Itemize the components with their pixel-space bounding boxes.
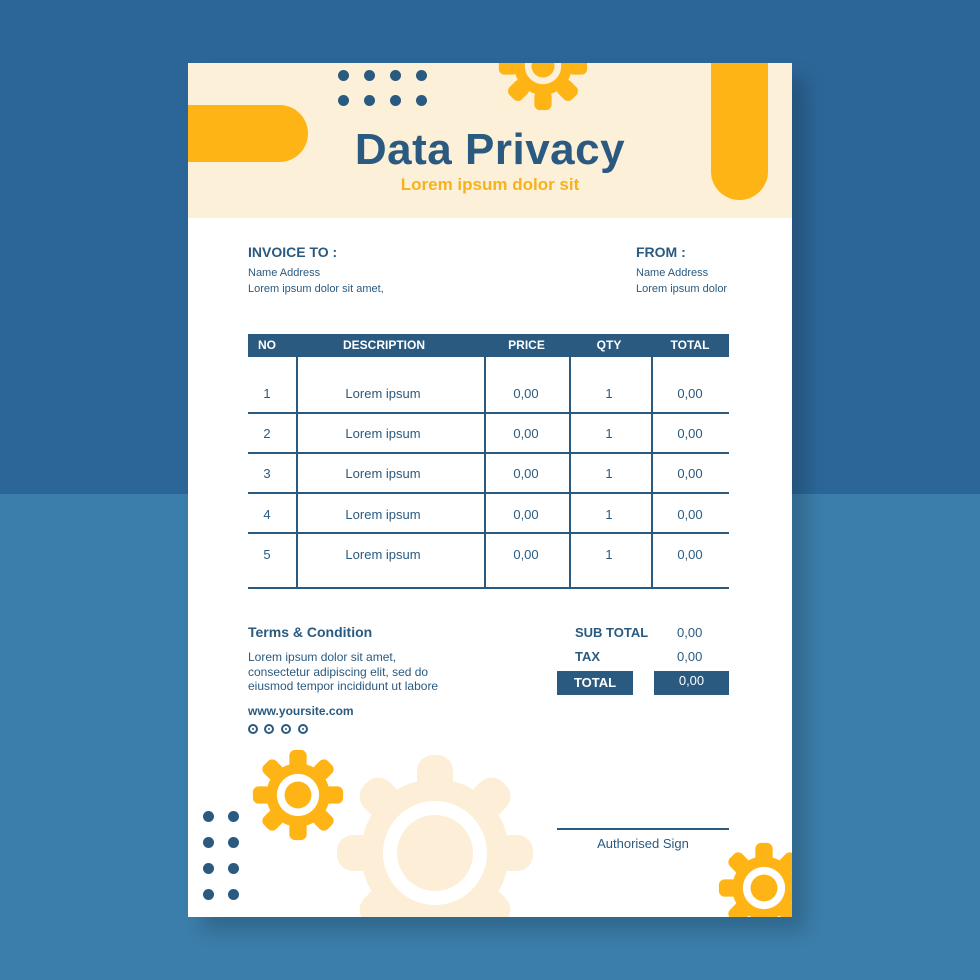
page-title: Data Privacy [354,125,626,174]
invoice-to-line1: Name Address [248,267,321,279]
social-icon[interactable] [248,724,258,734]
subtotal-value: 0,00 [677,625,703,640]
page-subtitle: Lorem ipsum dolor sit [400,175,580,194]
decorative-dot [338,70,349,81]
row-qty: 1 [605,547,613,562]
from-label: FROM : [636,244,686,260]
decorative-dot [228,863,239,874]
table-divider [248,587,729,589]
signature-line [557,828,729,830]
from-line2: Lorem ipsum dolor [636,283,728,295]
decorative-dot [390,70,401,81]
row-qty: 1 [605,426,613,441]
decorative-dot [416,70,427,81]
from-line1: Name Address [636,267,709,279]
table-header-description: DESCRIPTION [342,338,425,352]
row-total: 0,00 [677,547,703,562]
table-header-price: PRICE [508,338,545,352]
row-price: 0,00 [513,426,539,441]
total-label: TOTAL [557,671,633,695]
row-no: 2 [263,426,271,441]
terms-heading: Terms & Condition [248,624,373,640]
total-value: 0,00 [654,671,729,695]
decorative-dot [203,889,214,900]
row-total: 0,00 [677,507,703,522]
decorative-dot [416,95,427,106]
table-header-qty: QTY [596,338,622,352]
decorative-dot [228,811,239,822]
decorative-dot [203,863,214,874]
row-total: 0,00 [677,386,703,401]
table-divider [248,532,729,534]
subtotal-label: SUB TOTAL [575,625,649,640]
invoice-to-label: INVOICE TO : [248,244,338,260]
row-description: Lorem ipsum [345,466,421,481]
row-description: Lorem ipsum [345,547,421,562]
table-divider [248,452,729,454]
row-no: 3 [263,466,271,481]
signature-label: Authorised Sign [597,836,689,851]
gear-icon [335,753,535,917]
row-price: 0,00 [513,507,539,522]
terms-line2: consectetur adipiscing elit, sed do [248,665,429,679]
social-icon[interactable] [298,724,308,734]
decorative-dot [390,95,401,106]
table-divider [248,492,729,494]
row-description: Lorem ipsum [345,507,421,522]
row-price: 0,00 [513,466,539,481]
row-qty: 1 [605,386,613,401]
row-total: 0,00 [677,466,703,481]
row-description: Lorem ipsum [345,386,421,401]
terms-line1: Lorem ipsum dolor sit amet, [248,650,397,664]
gear-icon [495,63,591,114]
invoice-sheet [188,63,792,917]
decorative-dot [228,889,239,900]
table-header [248,334,729,357]
row-qty: 1 [605,466,613,481]
decorative-dot [228,837,239,848]
decorative-dot [364,95,375,106]
row-total: 0,00 [677,426,703,441]
decorative-dot [203,837,214,848]
tax-label: TAX [575,649,601,664]
invoice-to-line2: Lorem ipsum dolor sit amet, [248,283,384,295]
row-qty: 1 [605,507,613,522]
social-icon[interactable] [264,724,274,734]
terms-line3: eiusmod tempor incididunt ut labore [248,679,439,693]
table-divider [248,412,729,414]
gear-icon [250,747,346,843]
social-icon[interactable] [281,724,291,734]
row-description: Lorem ipsum [345,426,421,441]
decorative-dot [203,811,214,822]
row-price: 0,00 [513,547,539,562]
table-header-total: TOTAL [670,338,710,352]
decorative-dot [364,70,375,81]
row-no: 4 [263,507,271,522]
row-price: 0,00 [513,386,539,401]
website-link[interactable]: www.yoursite.com [248,704,354,718]
row-no: 1 [263,386,271,401]
decorative-dot [338,95,349,106]
table-header-no: NO [258,338,276,352]
row-no: 5 [263,547,271,562]
tax-value: 0,00 [677,649,703,664]
